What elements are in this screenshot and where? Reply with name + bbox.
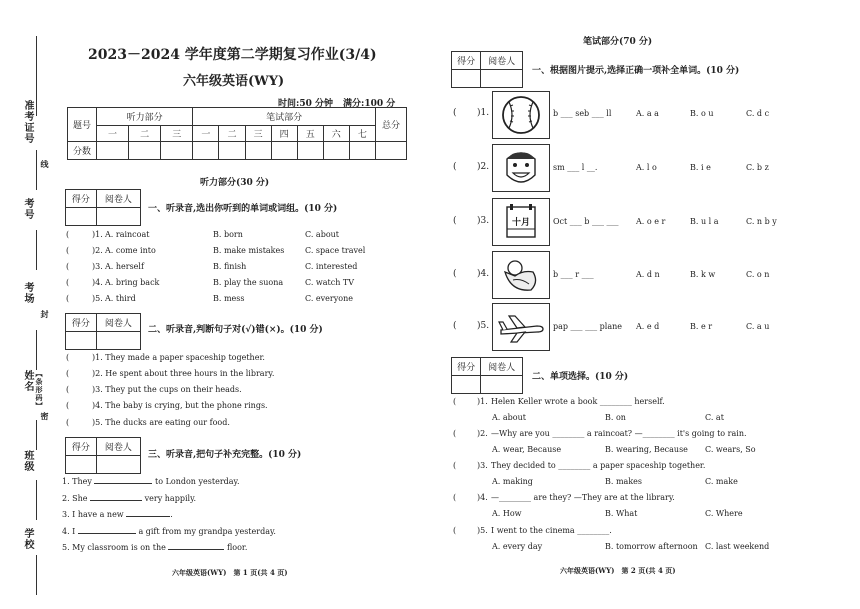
score-cell[interactable]	[129, 142, 161, 160]
exam-title: 2023－2024 学年度第二学期复习作业(3/4)	[88, 47, 377, 63]
option-b: B. make mistakes	[213, 246, 285, 255]
score-cell[interactable]	[245, 142, 271, 160]
grade-box-cell[interactable]	[96, 456, 140, 474]
grade-box-reviewer: 阅卷人	[96, 190, 140, 208]
writing-section-header: 笔试部分(70 分)	[583, 37, 653, 47]
label-kaohao: 考号	[22, 198, 33, 220]
sentence	[62, 527, 276, 536]
grade-box-cell[interactable]	[66, 456, 97, 474]
answer-paren[interactable]: (	[66, 294, 70, 303]
option-a: A. every day	[492, 542, 543, 551]
option-b: B. on	[605, 413, 626, 422]
score-col: 二	[219, 126, 245, 142]
label-kaochang: 考场	[22, 282, 33, 304]
listening-section-header: 听力部分(30 分)	[200, 178, 270, 188]
score-table-tihao: 题号	[68, 108, 97, 142]
grade-box-score: 得分	[66, 438, 97, 456]
section1-title: 一、听录音,选出你听到的单词或词组。(10 分)	[148, 204, 338, 214]
question-number: )1.	[477, 397, 488, 406]
sentence-pre: 1. They	[62, 477, 92, 486]
option-b: B. What	[605, 509, 638, 518]
option-b: B. finish	[213, 262, 247, 271]
baseball-picture	[492, 91, 550, 139]
answer-paren[interactable]: (	[453, 429, 457, 438]
divider	[36, 150, 37, 190]
answer-paren[interactable]: (	[453, 397, 457, 406]
question-text: They decided to ________ a paper spaceship together.	[491, 461, 706, 470]
grade-box-score: 得分	[66, 190, 97, 208]
option-c: C. everyone	[305, 294, 353, 303]
question-text: —Why are you ________ a raincoat? —________ it's going to rain.	[491, 429, 747, 438]
grade-box-cell[interactable]	[481, 376, 523, 394]
option-b: B. wearing, Because	[605, 445, 688, 454]
answer-paren[interactable]: (	[66, 246, 70, 255]
option-b: B. play the suona	[213, 278, 284, 287]
score-table	[67, 107, 407, 160]
sentence	[62, 510, 173, 519]
score-col: 六	[323, 126, 349, 142]
option-a: A. raincoat	[105, 230, 150, 239]
grade-box-score: 得分	[452, 52, 481, 70]
question-text: I went to the cinema ________.	[491, 526, 612, 535]
smile-face-icon	[493, 145, 549, 191]
question-number: )2.	[92, 246, 103, 255]
sentence-pre: 5. My classroom is on the	[62, 543, 166, 552]
blank[interactable]	[90, 500, 142, 501]
label-feng: 封	[40, 310, 50, 319]
score-table-total: 总分	[376, 108, 407, 142]
option-c: C. a u	[746, 322, 770, 331]
score-cell[interactable]	[193, 142, 219, 160]
score-col: 四	[271, 126, 297, 142]
answer-paren[interactable]: (	[453, 216, 457, 226]
incomplete-word: pap ___ ___ plane	[553, 322, 622, 331]
option-a: A. third	[105, 294, 136, 303]
question-number: )4.	[92, 278, 103, 287]
score-cell[interactable]	[349, 142, 375, 160]
sentence	[62, 477, 240, 486]
option-c: C. Where	[705, 509, 743, 518]
label-xuexiao: 学校	[22, 528, 33, 550]
grade-box	[451, 51, 523, 88]
score-cell[interactable]	[297, 142, 323, 160]
question-number: )5.	[92, 294, 103, 303]
statement: )5. The ducks are eating our food.	[92, 418, 230, 427]
option-b: B. born	[213, 230, 243, 239]
option-c: C. d c	[746, 109, 770, 118]
option-b: B. i e	[690, 163, 711, 172]
grade-box-reviewer: 阅卷人	[481, 358, 523, 376]
option-c: C. b z	[746, 163, 769, 172]
label-xingming: 姓名	[22, 370, 33, 392]
score-cell[interactable]	[97, 142, 129, 160]
answer-paren[interactable]: (	[66, 278, 70, 287]
question-number: )1.	[92, 230, 103, 239]
grade-box-reviewer: 阅卷人	[481, 52, 523, 70]
option-a: A. l o	[636, 163, 657, 172]
option-c: C. watch TV	[305, 278, 355, 287]
grade-box	[65, 189, 141, 226]
question-number: )3.	[477, 216, 490, 226]
incomplete-word: Oct ___ b ___ ___	[553, 217, 619, 226]
score-col: 三	[245, 126, 271, 142]
grade-box	[451, 357, 523, 394]
label-tiaoxingma: 【条形码】	[35, 370, 44, 410]
answer-paren[interactable]: (	[453, 493, 457, 502]
option-a: A. come into	[105, 246, 156, 255]
grade-box-reviewer: 阅卷人	[96, 438, 140, 456]
option-a: A. e d	[636, 322, 660, 331]
answer-paren[interactable]: (	[66, 369, 70, 378]
option-a: A. making	[492, 477, 533, 486]
option-b: B. k w	[690, 270, 716, 279]
answer-paren[interactable]: (	[66, 230, 70, 239]
option-b: B. o u	[690, 109, 714, 118]
option-a: A. o e r	[636, 217, 666, 226]
option-a: A. bring back	[105, 278, 160, 287]
incomplete-word: b ___ r ___	[553, 270, 594, 279]
blank[interactable]	[78, 533, 136, 534]
answer-paren[interactable]: (	[453, 162, 457, 172]
baby-picture	[492, 251, 550, 299]
option-b: B. u l a	[690, 217, 719, 226]
sentence	[62, 543, 247, 552]
divider	[36, 420, 37, 450]
grade-box-score: 得分	[452, 358, 481, 376]
blank[interactable]	[94, 483, 152, 484]
exam-full-score: 满分:100 分	[343, 99, 396, 109]
grade-box-cell[interactable]	[66, 332, 97, 350]
grade-box-score: 得分	[66, 314, 97, 332]
answer-paren[interactable]: (	[453, 269, 457, 279]
divider	[36, 36, 37, 116]
score-cell[interactable]	[323, 142, 349, 160]
option-c: C. about	[305, 230, 339, 239]
option-a: A. about	[492, 413, 526, 422]
blank[interactable]	[126, 516, 170, 517]
sentence-pre: 3. I have a new	[62, 510, 124, 519]
incomplete-word: b ___ seb ___ ll	[553, 109, 612, 118]
option-c: C. interested	[305, 262, 358, 271]
airplane-picture	[492, 303, 550, 351]
option-a: A. d n	[636, 270, 660, 279]
score-col: 二	[129, 126, 161, 142]
sentence-post: .	[170, 510, 173, 519]
score-cell[interactable]	[219, 142, 245, 160]
score-col: 三	[161, 126, 193, 142]
question-number: )3.	[92, 262, 103, 271]
question-number: )5.	[477, 526, 488, 535]
score-table-fenshu: 分数	[68, 142, 97, 160]
question-number: )2.	[477, 162, 490, 172]
option-b: B. makes	[605, 477, 643, 486]
score-col: 一	[193, 126, 219, 142]
question-text: —________ are they? —They are at the library.	[491, 493, 675, 502]
question-number: )2.	[477, 429, 488, 438]
smiling-face-picture	[492, 144, 550, 192]
divider	[36, 480, 37, 520]
option-c: C. wears, So	[705, 445, 756, 454]
score-col: 七	[349, 126, 375, 142]
sentence-pre: 2. She	[62, 494, 88, 503]
sentence-post: to London yesterday.	[155, 477, 240, 486]
sentence	[62, 494, 196, 503]
score-table-listening: 听力部分	[97, 108, 193, 126]
answer-paren[interactable]: (	[66, 401, 70, 410]
sentence-post: floor.	[226, 543, 248, 552]
exam-time: 时间:50 分钟	[278, 99, 333, 109]
option-a: A. herself	[105, 262, 144, 271]
option-c: C. n b y	[746, 217, 777, 226]
statement: )2. He spent about three hours in the library.	[92, 369, 275, 378]
sentence-post: a gift from my grandpa yesterday.	[138, 527, 276, 536]
option-a: A. a a	[636, 109, 659, 118]
label-banji: 班级	[22, 450, 33, 472]
grade-box	[65, 437, 141, 474]
grade-box-cell[interactable]	[66, 208, 97, 226]
grade-box-cell[interactable]	[481, 70, 523, 88]
option-b: B. tomorrow afternoon	[605, 542, 698, 551]
incomplete-word: sm ___ l __.	[553, 163, 598, 172]
baseball-icon	[493, 92, 549, 138]
score-col: 一	[97, 126, 129, 142]
score-cell[interactable]	[161, 142, 193, 160]
score-cell[interactable]	[376, 142, 407, 160]
calendar-month-label: 十月	[512, 218, 531, 228]
answer-paren[interactable]: (	[453, 321, 457, 331]
option-c: C. o n	[746, 270, 770, 279]
answer-paren[interactable]: (	[453, 108, 457, 118]
exam-subtitle: 六年级英语(WY)	[183, 74, 285, 89]
answer-paren[interactable]: (	[453, 461, 457, 470]
question-number: )5.	[477, 321, 490, 331]
score-cell[interactable]	[271, 142, 297, 160]
question-number: )3.	[477, 461, 488, 470]
grade-box	[65, 313, 141, 350]
option-c: C. at	[705, 413, 724, 422]
calendar-october-picture	[492, 198, 550, 246]
baby-icon	[493, 252, 549, 298]
divider	[36, 555, 37, 595]
statement: )3. They put the cups on their heads.	[92, 385, 242, 394]
label-mi: 密	[40, 412, 50, 421]
grade-box-cell[interactable]	[96, 332, 140, 350]
score-table-writing: 笔试部分	[193, 108, 376, 126]
grade-box-reviewer: 阅卷人	[96, 314, 140, 332]
label-xian: 线	[40, 160, 50, 169]
page-footer-left: 六年级英语(WY) 第 1 页(共 4 页)	[172, 568, 288, 577]
section3-title: 三、听录音,把句子补充完整。(10 分)	[148, 450, 302, 460]
option-c: C. make	[705, 477, 738, 486]
label-zhunkao: 准考证号	[22, 100, 33, 144]
r-section1-title: 一、根据图片提示,选择正确一项补全单词。(10 分)	[532, 66, 740, 76]
divider	[36, 230, 37, 270]
option-a: A. How	[492, 509, 522, 518]
question-number: )1.	[477, 108, 490, 118]
option-a: A. wear, Because	[492, 445, 562, 454]
blank[interactable]	[168, 549, 224, 550]
airplane-icon	[493, 304, 549, 350]
option-c: C. last weekend	[705, 542, 770, 551]
statement: )1. They made a paper spaceship together.	[92, 353, 265, 362]
sentence-post: very happily.	[144, 494, 197, 503]
option-c: C. space travel	[305, 246, 366, 255]
question-text: Helen Keller wrote a book ________ herself.	[491, 397, 665, 406]
divider	[36, 330, 37, 370]
sentence-pre: 4. I	[62, 527, 76, 536]
score-col: 五	[297, 126, 323, 142]
option-b: B. mess	[213, 294, 245, 303]
statement: )4. The baby is crying, but the phone rings.	[92, 401, 268, 410]
question-number: )4.	[477, 269, 490, 279]
page-footer-right: 六年级英语(WY) 第 2 页(共 4 页)	[560, 566, 676, 575]
grade-box-cell[interactable]	[452, 376, 481, 394]
answer-paren[interactable]: (	[66, 262, 70, 271]
option-b: B. e r	[690, 322, 713, 331]
answer-paren[interactable]: (	[66, 418, 70, 427]
grade-box-cell[interactable]	[96, 208, 140, 226]
answer-paren[interactable]: (	[66, 353, 70, 362]
grade-box-cell[interactable]	[452, 70, 481, 88]
r-section2-title: 二、单项选择。(10 分)	[532, 372, 629, 382]
section2-title: 二、听录音,判断句子对(√)错(×)。(10 分)	[148, 325, 323, 335]
answer-paren[interactable]: (	[66, 385, 70, 394]
answer-paren[interactable]: (	[453, 526, 457, 535]
question-number: )4.	[477, 493, 488, 502]
